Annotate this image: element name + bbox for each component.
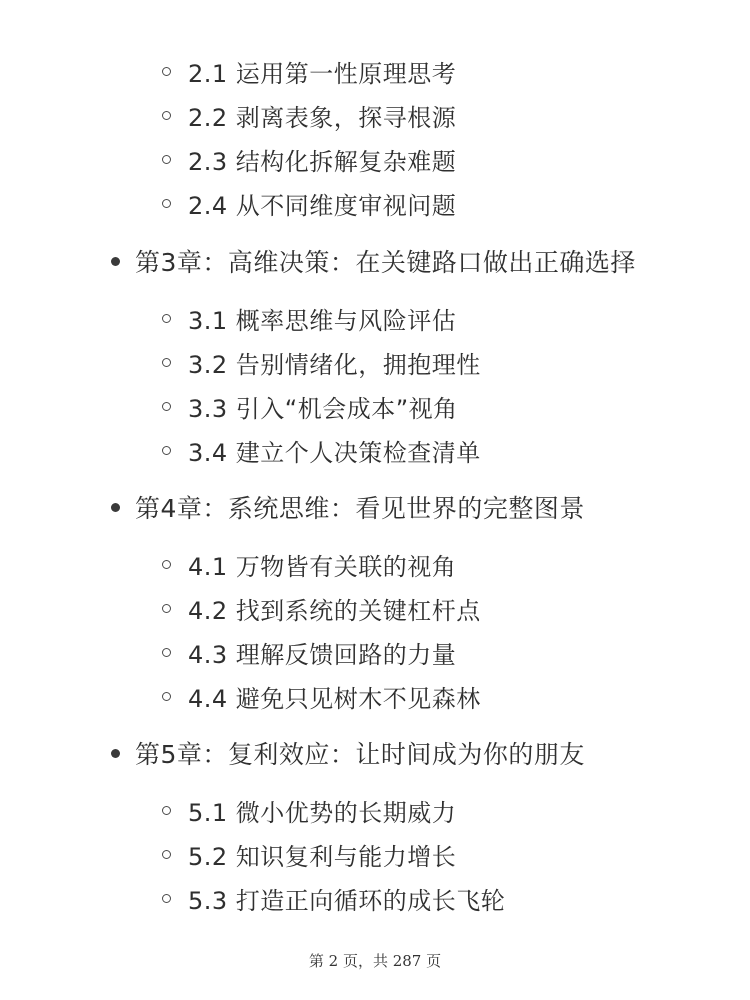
toc-section-label: 4.4 避免只见树木不见森林: [188, 684, 481, 713]
toc-section-2-3[interactable]: [162, 139, 456, 179]
toc-section-2-4[interactable]: [162, 183, 456, 223]
toc-section-4-4[interactable]: [162, 676, 481, 716]
solid-bullet-icon: [111, 257, 120, 266]
hollow-bullet-icon: [162, 560, 171, 569]
toc-section-4-1[interactable]: [162, 544, 456, 584]
toc-section-label: 5.1 微小优势的长期威力: [188, 798, 457, 827]
toc-chapter-label: 第5章：复利效应：让时间成为你的朋友: [135, 740, 585, 769]
hollow-bullet-icon: [162, 402, 171, 411]
toc-section-3-4[interactable]: [162, 430, 481, 470]
toc-section-3-1[interactable]: [162, 298, 456, 338]
hollow-bullet-icon: [162, 894, 171, 903]
toc-section-label: 5.3 打造正向循环的成长飞轮: [188, 886, 506, 915]
toc-chapter-label: 第4章：系统思维：看见世界的完整图景: [135, 494, 585, 523]
toc-section-5-2[interactable]: [162, 834, 456, 874]
toc-section-label: 5.2 知识复利与能力增长: [188, 842, 457, 871]
page-number-footer: 第 2 页，共 287 页: [308, 952, 442, 970]
hollow-bullet-icon: [162, 155, 171, 164]
toc-chapter-5[interactable]: [111, 733, 585, 773]
toc-section-4-3[interactable]: [162, 632, 456, 672]
hollow-bullet-icon: [162, 199, 171, 208]
toc-section-3-3[interactable]: [162, 386, 458, 426]
toc-section-label: 2.2 剥离表象，探寻根源: [188, 103, 457, 132]
hollow-bullet-icon: [162, 648, 171, 657]
toc-section-label: 3.3 引入“机会成本”视角: [188, 394, 458, 423]
toc-chapter-3[interactable]: [111, 241, 636, 281]
hollow-bullet-icon: [162, 111, 171, 120]
solid-bullet-icon: [111, 749, 120, 758]
toc-section-2-2[interactable]: [162, 95, 456, 135]
solid-bullet-icon: [111, 503, 120, 512]
toc-section-label: 2.4 从不同维度审视问题: [188, 191, 457, 220]
toc-section-label: 3.2 告别情绪化，拥抱理性: [188, 350, 481, 379]
hollow-bullet-icon: [162, 358, 171, 367]
toc-section-label: 2.3 结构化拆解复杂难题: [188, 147, 457, 176]
toc-section-5-1[interactable]: [162, 790, 456, 830]
toc-section-label: 4.3 理解反馈回路的力量: [188, 640, 457, 669]
toc-chapter-4[interactable]: [111, 487, 585, 527]
hollow-bullet-icon: [162, 604, 171, 613]
toc-section-label: 3.1 概率思维与风险评估: [188, 306, 457, 335]
hollow-bullet-icon: [162, 446, 171, 455]
toc-section-label: 4.1 万物皆有关联的视角: [188, 552, 457, 581]
toc-section-2-1[interactable]: [162, 51, 456, 91]
toc-section-4-2[interactable]: [162, 588, 481, 628]
hollow-bullet-icon: [162, 850, 171, 859]
toc-section-3-2[interactable]: [162, 342, 481, 382]
toc-section-label: 2.1 运用第一性原理思考: [188, 59, 457, 88]
hollow-bullet-icon: [162, 806, 171, 815]
toc-chapter-label: 第3章：高维决策：在关键路口做出正确选择: [135, 248, 636, 277]
hollow-bullet-icon: [162, 314, 171, 323]
hollow-bullet-icon: [162, 692, 171, 701]
hollow-bullet-icon: [162, 67, 171, 76]
toc-section-label: 4.2 找到系统的关键杠杆点: [188, 596, 481, 625]
toc-section-label: 3.4 建立个人决策检查清单: [188, 438, 481, 467]
toc-section-5-3[interactable]: [162, 878, 505, 918]
